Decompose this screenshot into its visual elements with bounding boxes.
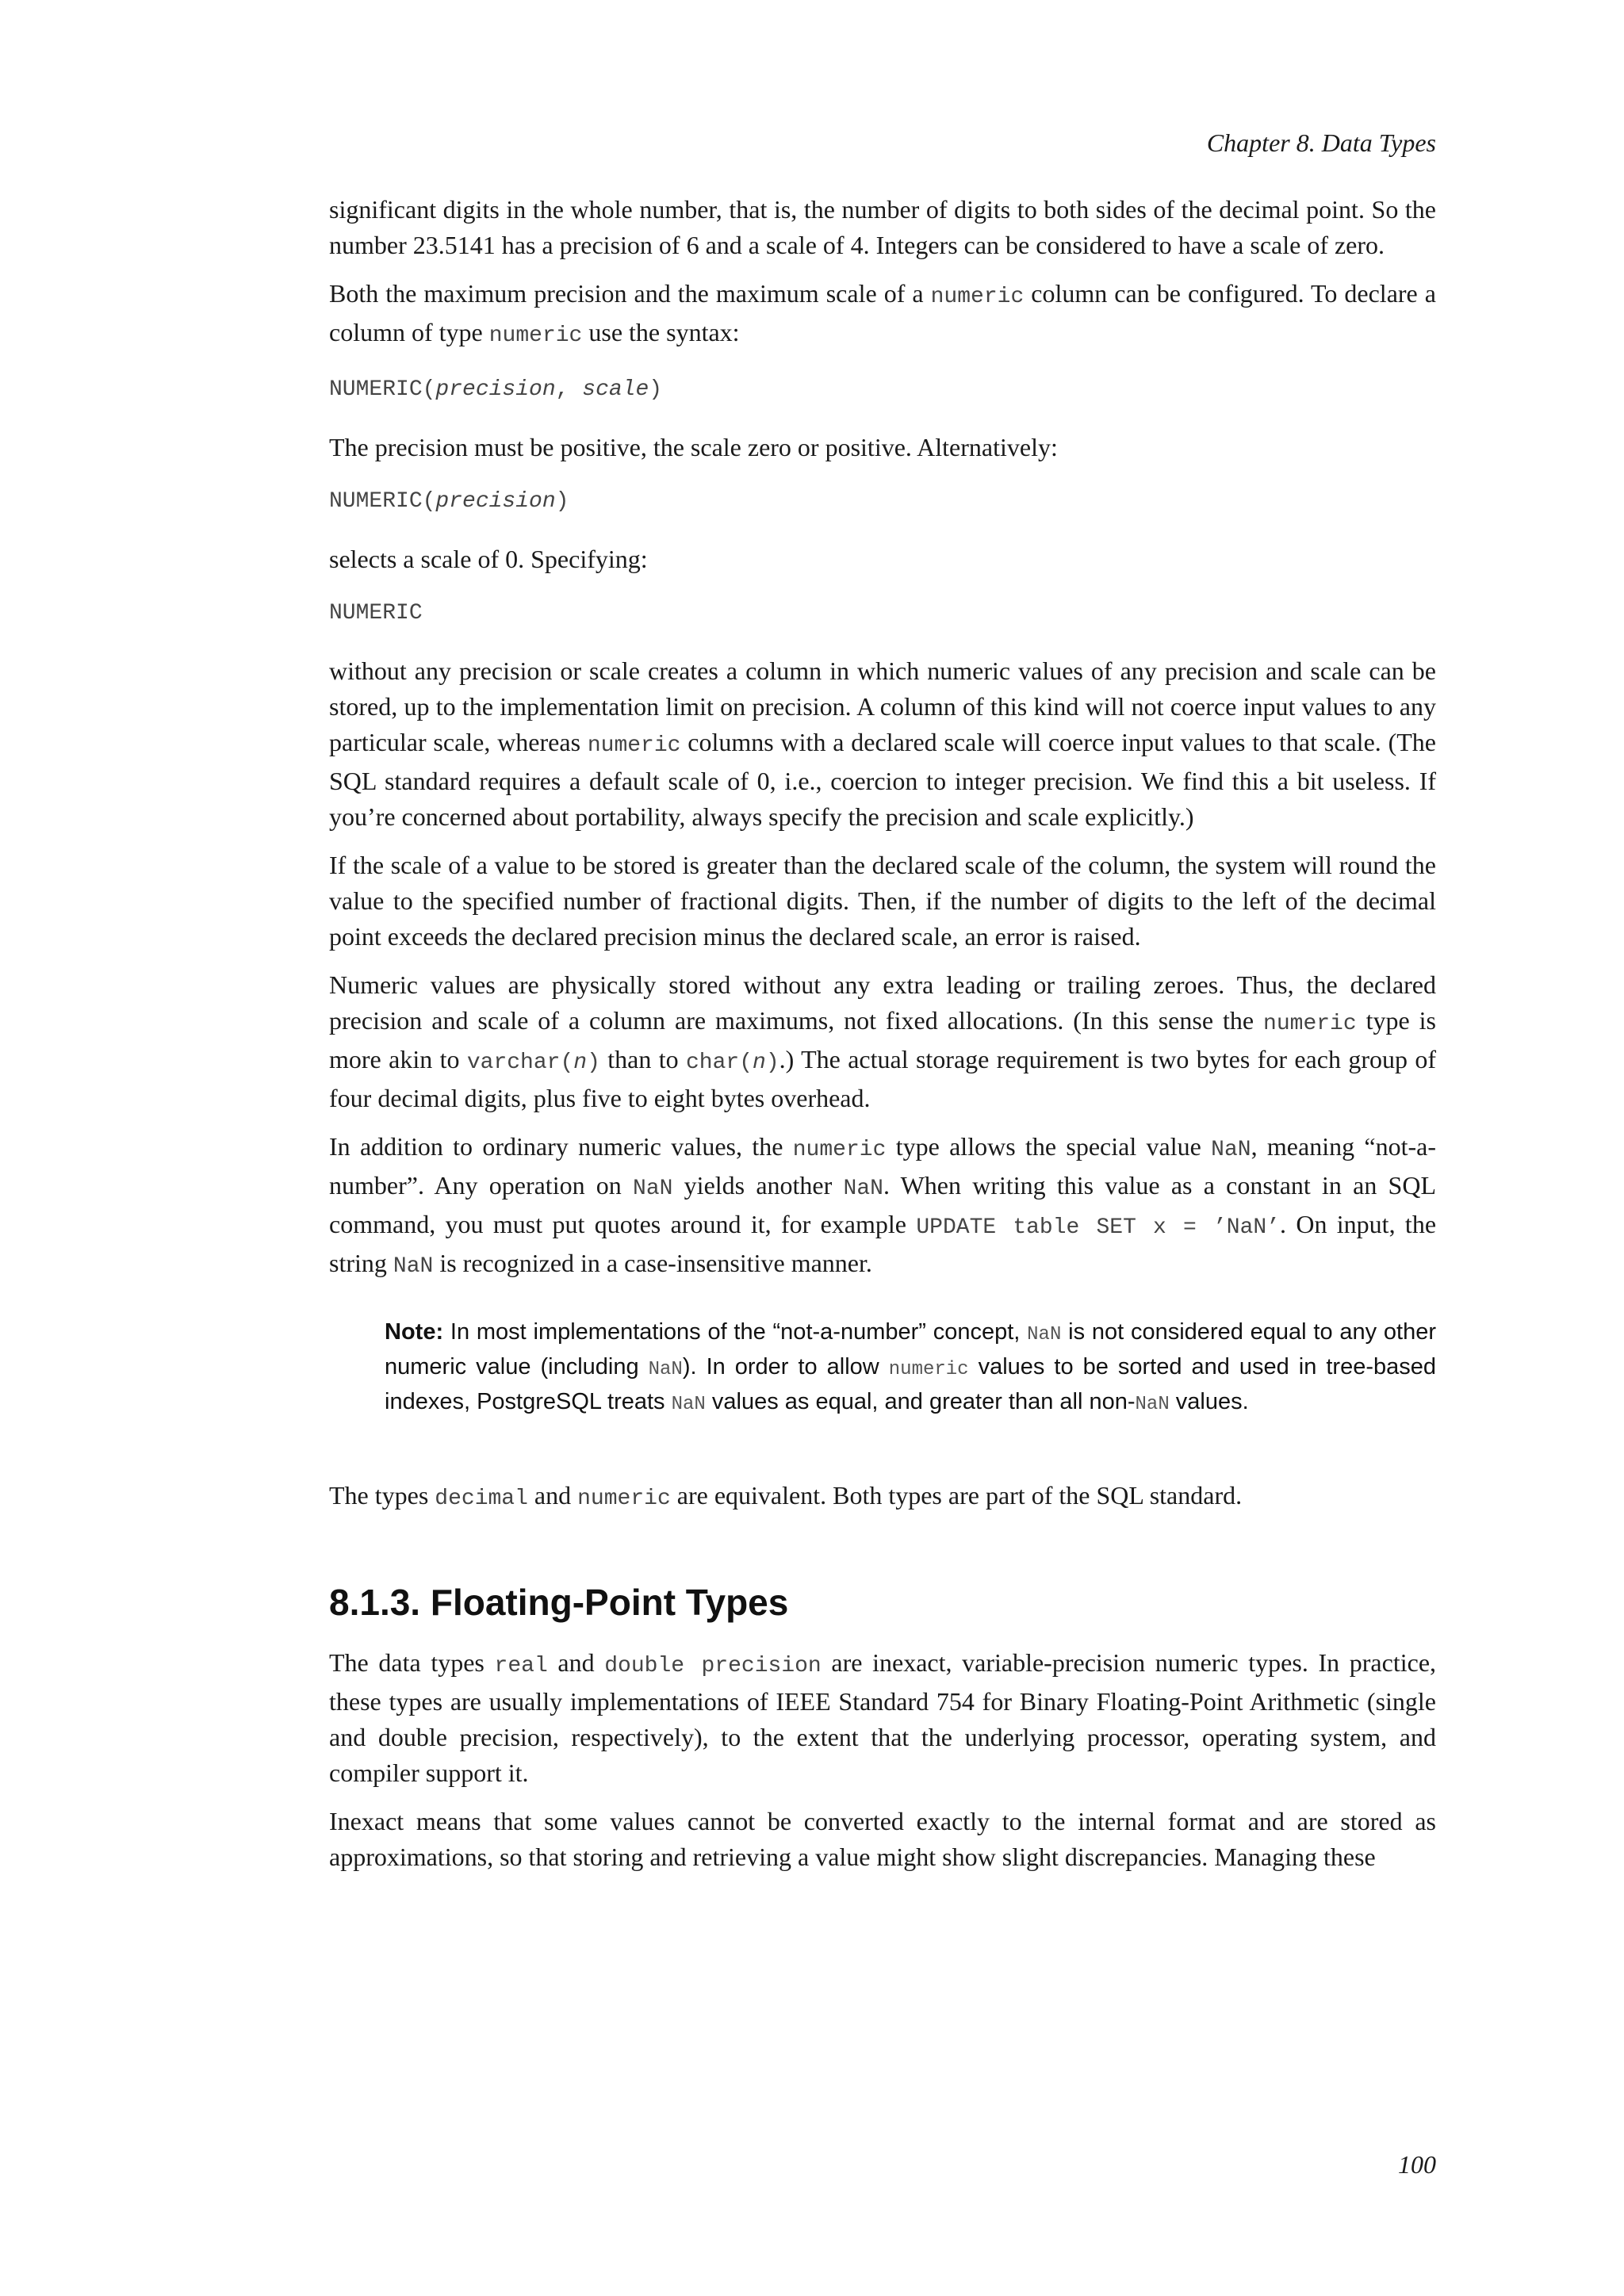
syntax-numeric-plain: NUMERIC [329,601,423,626]
inline-code: NaN [633,1177,673,1201]
inline-code: NaN [648,1359,683,1380]
running-header: Chapter 8. Data Types [1206,128,1436,157]
syntax-numeric-precision-scale: NUMERIC(precision, scale) [329,377,663,402]
inline-code: numeric [792,1138,887,1162]
note-label: Note: [385,1319,444,1345]
paragraph-inexact: Inexact means that some values cannot be converted exactly to the internal format and are stored as approximations, so that storing and retrieving a value might show slight discrepancies. Managing these [329,1807,1436,1871]
inline-code: numeric [888,1359,969,1380]
paragraph-precision-definition: significant digits in the whole number, that is, the number of digits to both sides of the decimal point. So the number 23.5141 has a precision of 6 and a scale of 4. Integers can be considered to have a scale of zero. [329,195,1436,259]
note-nan-comparison: Note: In most implementations of the “not-a-number” concept, NaN is not considered equal to any other numeric value (including NaN). In order to allow numeric values to be sorted and used in tree-based indexes, PostgreSQL treats NaN values as equal, and greater than all non-NaN values. [385,1319,1437,1415]
inline-code: NaN [671,1394,706,1415]
inline-code: double precision [604,1654,822,1678]
inline-code: numeric [1263,1012,1357,1036]
paragraph-selects-scale: selects a scale of 0. Specifying: [329,545,648,573]
inline-code: NaN [1135,1394,1170,1415]
inline-code: numeric [488,323,583,348]
inline-code: real [494,1654,548,1678]
inline-code: numeric [577,1487,671,1511]
inline-code: varchar(n) [466,1050,600,1075]
paragraph-configure-numeric: Both the maximum precision and the maximum scale of a numeric column can be configured. To declare a column of type numeric use the syntax: [329,279,1437,348]
inline-code: numeric [930,285,1025,309]
paragraph-floating-point-intro: The data types real and double precision are inexact, variable-precision numeric types. In practice, these types are usually implementations of IEEE Standard 754 for Binary Floating-Point Arithmetic (single and double precision, respectively), to the extent that the underlying processor, operating system, and compiler support it. [329,1648,1437,1787]
page-body [329,192,1436,1888]
syntax-numeric-precision: NUMERIC(precision) [329,489,569,514]
paragraph-precision-positive: The precision must be positive, the scale zero or positive. Alternatively: [329,433,1058,461]
section-heading: 8.1.3. Floating-Point Types [329,1582,789,1623]
paragraph-decimal-equivalent: The types decimal and numeric are equivalent. Both types are part of the SQL standard. [329,1481,1243,1511]
inline-code: NaN [393,1254,434,1279]
inline-code: numeric [587,733,681,758]
inline-code: decimal [435,1487,528,1511]
inline-code: char(n) [685,1050,779,1075]
inline-code: NaN [1211,1138,1251,1162]
page-number: 100 [1398,2150,1436,2179]
paragraph-rounding: If the scale of a value to be stored is greater than the declared scale of the column, the system will round the value to the specified number of fractional digits. Then, if the number of digits to the left of the decimal point exceeds the declared precision minus the declared scale, an error is raised. [329,851,1436,951]
paragraph-storage: Numeric values are physically stored without any extra leading or trailing zeroes. Thus, the declared precision and scale of a column are maximums, not fixed allocations. (In this sense the numeric type is more akin to varchar(n) than to char(n).) The actual storage requirement is two bytes for each group of four decimal digits, plus five to eight bytes overhead. [329,970,1437,1112]
inline-code: NaN [843,1177,883,1201]
paragraph-nan: In addition to ordinary numeric values, the numeric type allows the special value NaN, meaning “not-a-number”. Any operation on NaN yields another NaN. When writing this value as a constant in an SQL command, you must put quotes around it, for example UPDATE table SET x = ’NaN’. On input, the string NaN is recognized in a case-insensitive manner. [329,1132,1437,1279]
paragraph-unconstrained-numeric: without any precision or scale creates a column in which numeric values of any precision and scale can be stored, up to the implementation limit on precision. A column of this kind will not coerce input values to any particular scale, whereas numeric columns with a declared scale will coerce input values to that scale. (The SQL standard requires a default scale of 0, i.e., coercion to integer precision. We find this a bit useless. If you’re concerned about portability, always specify the precision and scale explicitly.) [329,656,1437,831]
inline-code: NaN [1027,1324,1062,1345]
inline-code: UPDATE table SET x = ’NaN’ [916,1215,1280,1240]
